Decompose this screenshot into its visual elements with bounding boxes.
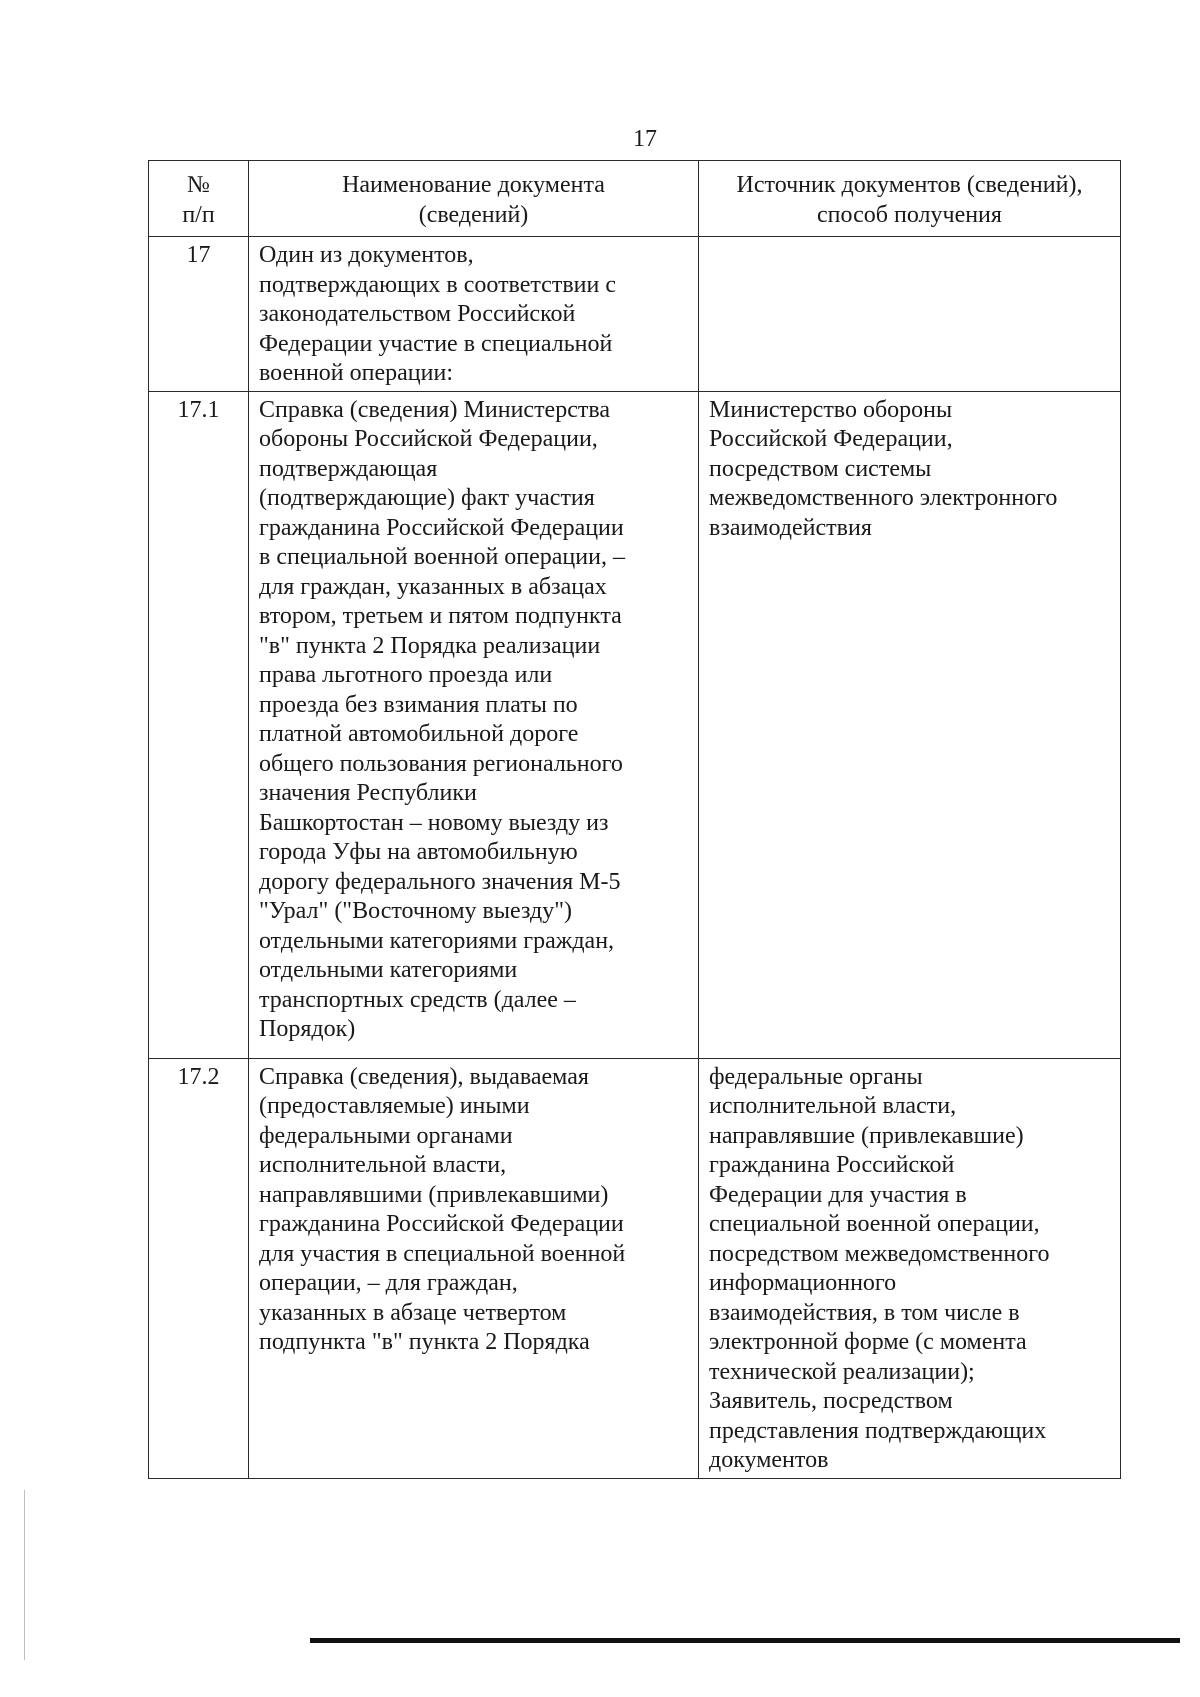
scan-bottom-rule [310,1638,1180,1643]
header-document-name: Наименование документа (сведений) [249,161,699,237]
row-document-name: Один из документов, подтверждающих в соответствии с законодательством Российской Федерации участие в специальной военной операции: [249,237,699,392]
documents-table-container [148,160,1120,1479]
table-row [149,391,1121,1058]
row-number: 17.2 [149,1058,249,1478]
row-source [699,237,1121,392]
documents-table [148,160,1121,1479]
scan-margin-line [24,1490,25,1660]
row-number: 17.1 [149,391,249,1058]
row-number: 17 [149,237,249,392]
page-number: 17 [633,126,657,152]
header-source: Источник документов (сведений), способ получения [699,161,1121,237]
header-number: № п/п [149,161,249,237]
row-source: Министерство обороны Российской Федерации, посредством системы межведомственного электронного взаимодействия [699,391,1121,1058]
row-document-name: Справка (сведения), выдаваемая (предоставляемые) иными федеральными органами исполнительной власти, направлявшими (привлекавшими) гражданина Российской Федерации для участия в специальной военной операции, – для граждан, указанных в абзаце четвертом подпункта "в" пункта 2 Порядка [249,1058,699,1478]
table-row [149,1058,1121,1478]
table-header-row [149,161,1121,237]
row-source: федеральные органы исполнительной власти, направлявшие (привлекавшие) гражданина Российской Федерации для участия в специальной военной операции, посредством межведомственного информационного взаимодействия, в том числе в электронной форме (с момента технической реализации); Заявитель, посредством представления подтверждающих документов [699,1058,1121,1478]
table-row [149,237,1121,392]
row-document-name: Справка (сведения) Министерства обороны Российской Федерации, подтверждающая (подтверждающие) факт участия гражданина Российской Федерации в специальной военной операции, – для граждан, указанных в абзацах втором, третьем и пятом подпункта "в" пункта 2 Порядка реализации права льготного проезда или проезда без взимания платы по платной автомобильной дороге общего пользования регионального значения Республики Башкортостан – новому выезду из города Уфы на автомобильную дорогу федерального значения М-5 "Урал" ("Восточному выезду") отдельными категориями граждан, отдельными категориями транспортных средств (далее – Порядок) [249,391,699,1058]
